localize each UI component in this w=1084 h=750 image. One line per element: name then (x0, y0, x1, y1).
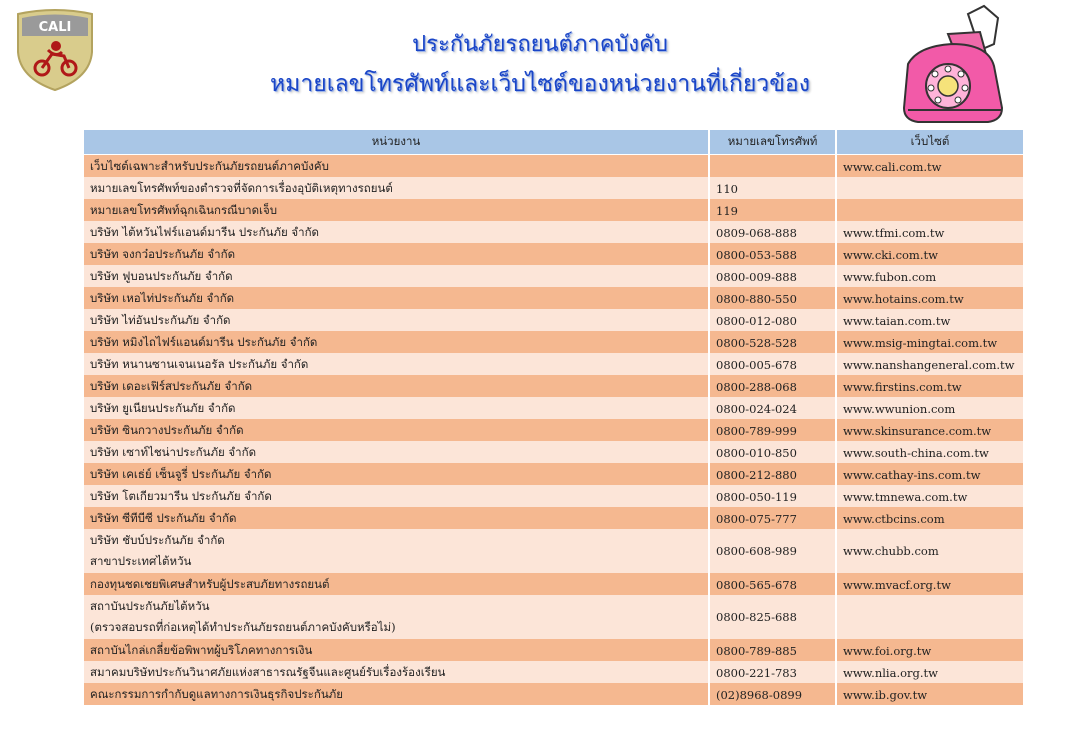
row-department (84, 639, 710, 661)
row-department (84, 441, 710, 463)
department-name: บริษัท โตเกียวมารีน ประกันภัย จำกัด (90, 489, 272, 503)
department-name: บริษัท หนานซานเจนเนอรัล ประกันภัย จำกัด (90, 357, 309, 371)
row-phone (710, 155, 837, 177)
row-department (84, 463, 710, 485)
department-name: บริษัท ซินกวางประกันภัย จำกัด (90, 423, 244, 437)
row-department (84, 177, 710, 199)
department-name: บริษัท หมิงไถไฟร์แอนด์มารีน ประกันภัย จำกัด (90, 335, 318, 349)
row-phone: 119 (710, 199, 837, 221)
table-row (84, 375, 1025, 397)
table-row (84, 331, 1025, 353)
row-website-link (837, 595, 1025, 639)
row-phone: 0800-053-588 (710, 243, 837, 265)
table-row (84, 661, 1025, 683)
department-name: สถาบันไกล่เกลี่ยข้อพิพาทผู้บริโภคทางการเงิน (90, 643, 313, 657)
row-department (84, 331, 710, 353)
row-department (84, 309, 710, 331)
table-row (84, 639, 1025, 661)
row-website-link[interactable]: www.cali.com.tw (837, 155, 1025, 177)
header-department: หน่วยงาน (84, 130, 710, 155)
telephone-icon (898, 4, 1006, 128)
row-phone: 0800-024-024 (710, 397, 837, 419)
table-row (84, 177, 1025, 199)
row-department (84, 573, 710, 595)
row-website-link (837, 177, 1025, 199)
row-department (84, 375, 710, 397)
table-row (84, 265, 1025, 287)
row-phone: 0800-212-880 (710, 463, 837, 485)
row-website-link[interactable]: www.nanshangeneral.com.tw (837, 353, 1025, 375)
row-department (84, 683, 710, 705)
row-website-link[interactable]: www.tmnewa.com.tw (837, 485, 1025, 507)
row-website-link[interactable]: www.msig-mingtai.com.tw (837, 331, 1025, 353)
row-phone: 0800-825-688 (710, 595, 837, 639)
row-website-link[interactable]: www.firstins.com.tw (837, 375, 1025, 397)
row-phone: 0800-789-999 (710, 419, 837, 441)
table-row (84, 199, 1025, 221)
row-department (84, 353, 710, 375)
department-name: บริษัท ไต้หวันไฟร์แอนด์มารีน ประกันภัย จำกัด (90, 225, 320, 239)
row-website-link[interactable]: www.ib.gov.tw (837, 683, 1025, 705)
table-row (84, 463, 1025, 485)
department-name: หมายเลขโทรศัพท์ฉุกเฉินกรณีบาดเจ็บ (90, 203, 278, 217)
row-website-link[interactable]: www.cathay-ins.com.tw (837, 463, 1025, 485)
table-row (84, 595, 1025, 639)
row-department (84, 419, 710, 441)
table-row (84, 309, 1025, 331)
title-line-2: หมายเลขโทรศัพท์และเว็บไซต์ของหน่วยงานที่เกี่ยวข้อง (270, 71, 810, 97)
row-website-link[interactable]: www.nlia.org.tw (837, 661, 1025, 683)
row-phone: 0800-221-783 (710, 661, 837, 683)
row-phone: 0800-880-550 (710, 287, 837, 309)
row-website-link[interactable]: www.wwunion.com (837, 397, 1025, 419)
department-name: บริษัท เหอไท่ประกันภัย จำกัด (90, 291, 235, 305)
department-name: บริษัท เซาท์ไชน่าประกันภัย จำกัด (90, 445, 257, 459)
contacts-table (84, 130, 1025, 705)
row-department (84, 155, 710, 177)
department-name: บริษัท ยูเนียนประกันภัย จำกัด (90, 401, 236, 415)
row-website-link[interactable]: www.fubon.com (837, 265, 1025, 287)
table-row (84, 287, 1025, 309)
department-name: สมาคมบริษัทประกันวินาศภัยแห่งสาธารณรัฐจีนและศูนย์รับเรื่องร้องเรียน (90, 665, 446, 679)
row-phone: 0800-005-678 (710, 353, 837, 375)
department-name: บริษัท ชับบ์ประกันภัย จำกัด (90, 533, 225, 547)
row-department (84, 243, 710, 265)
row-website-link[interactable]: www.foi.org.tw (837, 639, 1025, 661)
table-row (84, 397, 1025, 419)
row-phone: 0800-608-989 (710, 529, 837, 573)
row-website-link[interactable]: www.hotains.com.tw (837, 287, 1025, 309)
row-website-link[interactable]: www.ctbcins.com (837, 507, 1025, 529)
table-row (84, 441, 1025, 463)
row-phone: 0800-012-080 (710, 309, 837, 331)
row-department (84, 595, 710, 639)
table-row (84, 485, 1025, 507)
table-row (84, 353, 1025, 375)
row-department (84, 485, 710, 507)
row-phone: 0800-075-777 (710, 507, 837, 529)
row-phone: 0800-565-678 (710, 573, 837, 595)
department-name: บริษัท จงกว๋อประกันภัย จำกัด (90, 247, 236, 261)
header-website: เว็บไซต์ (837, 130, 1025, 155)
department-name: สถาบันประกันภัยไต้หวัน (90, 599, 210, 613)
table-row (84, 507, 1025, 529)
row-website-link[interactable]: www.tfmi.com.tw (837, 221, 1025, 243)
row-phone: 0800-528-528 (710, 331, 837, 353)
row-website-link[interactable]: www.skinsurance.com.tw (837, 419, 1025, 441)
cali-logo (12, 6, 98, 92)
row-website-link (837, 199, 1025, 221)
department-name: บริษัท ไท่อันประกันภัย จำกัด (90, 313, 231, 327)
department-name: บริษัท ฟูบอนประกันภัย จำกัด (90, 269, 233, 283)
department-name: หมายเลขโทรศัพท์ของตำรวจที่จัดการเรื่องอุบัติเหตุทางรถยนต์ (90, 181, 393, 195)
department-subtitle: สาขาประเทศไต้หวัน (90, 554, 192, 568)
row-phone: (02)8968-0899 (710, 683, 837, 705)
row-phone: 110 (710, 177, 837, 199)
row-website-link[interactable]: www.mvacf.org.tw (837, 573, 1025, 595)
row-department (84, 221, 710, 243)
department-name: บริษัท เคเธ่ย์ เซ็นจูรี่ ประกันภัย จำกัด (90, 467, 272, 481)
row-department (84, 507, 710, 529)
header-phone: หมายเลขโทรศัพท์ (710, 130, 837, 155)
row-website-link[interactable]: www.cki.com.tw (837, 243, 1025, 265)
table-row (84, 221, 1025, 243)
department-name: เว็บไซต์เฉพาะสำหรับประกันภัยรถยนต์ภาคบังคับ (90, 159, 329, 173)
row-department (84, 287, 710, 309)
row-phone: 0800-288-068 (710, 375, 837, 397)
row-phone: 0800-010-850 (710, 441, 837, 463)
table-row (84, 529, 1025, 573)
department-name: กองทุนชดเชยพิเศษสำหรับผู้ประสบภัยทางรถยนต์ (90, 577, 330, 591)
row-website-link[interactable]: www.south-china.com.tw (837, 441, 1025, 463)
logo-text: CALI (38, 20, 72, 35)
table-row (84, 155, 1025, 177)
department-name: คณะกรรมการกำกับดูแลทางการเงินธุรกิจประกันภัย (90, 687, 343, 701)
row-department (84, 199, 710, 221)
row-phone: 0800-050-119 (710, 485, 837, 507)
row-department (84, 265, 710, 287)
department-name: บริษัท ซีทีบีซี ประกันภัย จำกัด (90, 511, 237, 525)
department-subtitle: (ตรวจสอบรถที่ก่อเหตุได้ทำประกันภัยรถยนต์ภาคบังคับหรือไม่) (90, 620, 396, 634)
department-name: บริษัท เดอะเฟิร์สประกันภัย จำกัด (90, 379, 253, 393)
row-website-link[interactable]: www.taian.com.tw (837, 309, 1025, 331)
table-header-row (84, 130, 1025, 155)
row-phone: 0800-009-888 (710, 265, 837, 287)
row-phone: 0809-068-888 (710, 221, 837, 243)
table-row (84, 683, 1025, 705)
table-row (84, 573, 1025, 595)
row-department (84, 529, 710, 573)
row-department (84, 397, 710, 419)
row-phone: 0800-789-885 (710, 639, 837, 661)
row-website-link[interactable]: www.chubb.com (837, 529, 1025, 573)
row-department (84, 661, 710, 683)
table-row (84, 243, 1025, 265)
table-row (84, 419, 1025, 441)
title-line-1: ประกันภัยรถยนต์ภาคบังคับ (412, 32, 668, 57)
